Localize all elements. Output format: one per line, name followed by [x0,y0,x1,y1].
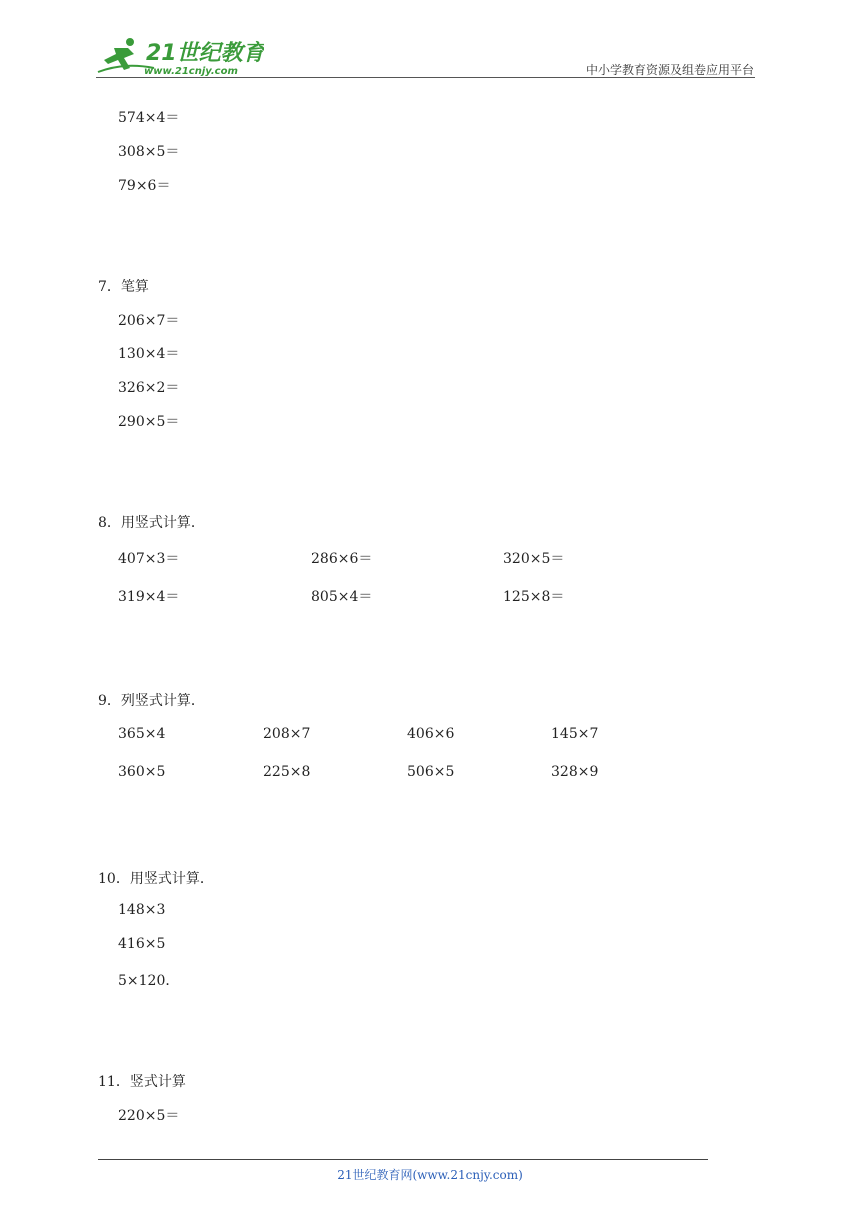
expression-line: 308×5＝ [118,144,180,160]
question-10-title: 10．用竖式计算． [98,871,214,887]
question-8-title: 8．用竖式计算． [98,515,205,531]
expression-line: 326×2＝ [118,380,180,396]
footer-divider [98,1159,708,1160]
expression-cell: 360×5 [118,764,166,780]
expression-cell: 328×9 [551,764,599,780]
expression-line: 416×5 [118,936,166,952]
expression-line: 5×120． [118,973,180,989]
header-divider [96,77,755,78]
logo-url: www.21cnjy.com [144,66,238,77]
expression-cell: 805×4＝ [311,589,373,605]
expression-cell: 125×8＝ [503,589,565,605]
expression-line: 220×5＝ [118,1108,180,1124]
expression-cell: 319×4＝ [118,589,180,605]
expression-line: 148×3 [118,902,166,918]
expression-cell: 225×8 [263,764,311,780]
expression-cell: 208×7 [263,726,311,742]
expression-cell: 365×4 [118,726,166,742]
question-11-title: 11．竖式计算 [98,1074,186,1090]
expression-line: 130×4＝ [118,346,180,362]
expression-line: 206×7＝ [118,313,180,329]
question-7-title: 7．笔算 [98,279,149,295]
runner-logo-icon [94,34,264,78]
expression-cell: 506×5 [407,764,455,780]
question-9-title: 9．列竖式计算． [98,693,205,709]
logo-text: 21世纪教育 [146,41,264,66]
expression-line: 290×5＝ [118,414,180,430]
expression-cell: 145×7 [551,726,599,742]
expression-cell: 286×6＝ [311,551,373,567]
platform-tagline: 中小学教育资源及组卷应用平台 [585,63,754,77]
expression-cell: 320×5＝ [503,551,565,567]
expression-line: 574×4＝ [118,110,180,126]
footer-link[interactable]: 21世纪教育网(www.21cnjy.com) [337,1168,523,1182]
site-logo [94,34,264,78]
expression-line: 79×6＝ [118,178,171,194]
expression-cell: 407×3＝ [118,551,180,567]
expression-cell: 406×6 [407,726,455,742]
